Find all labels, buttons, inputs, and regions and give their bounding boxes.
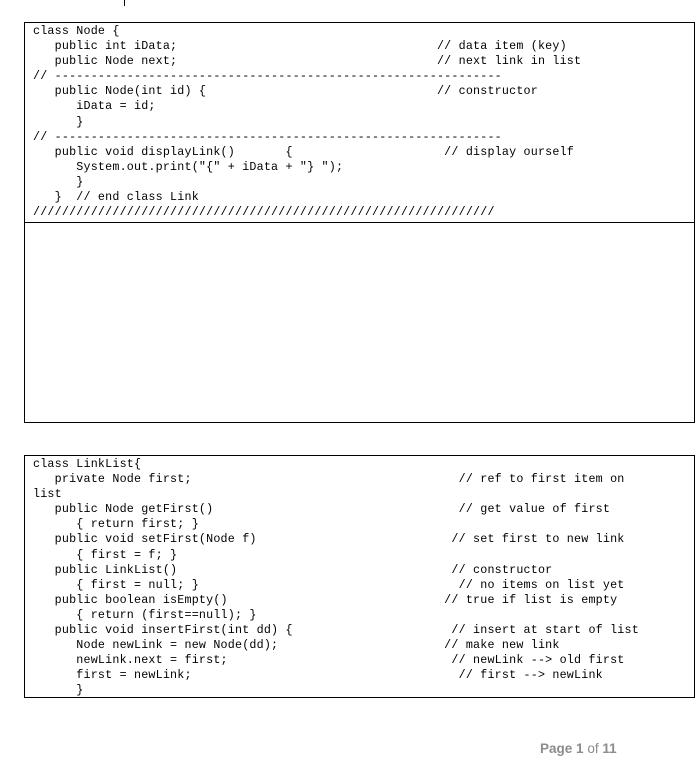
code-line: iData = id; [33,99,156,114]
code-line: public Node next; // next link in list [33,54,582,69]
code-line: { return (first==null); } [33,607,257,622]
code-line: list [33,487,62,502]
code-line: public boolean isEmpty() // true if list is empty [33,592,618,607]
code-line: //////////////////////////////////////////////////////////////// [33,205,495,220]
page-footer [540,741,617,756]
code-line: private Node first; // ref to first item on [33,472,625,487]
code-line: { return first; } [33,517,199,532]
code-line: class Node { [33,24,120,38]
code-line: public void setFirst(Node f) // set first to new link [33,532,625,547]
code-line: } [33,114,84,129]
code-line: public Node(int id) { // constructor [33,84,538,99]
footer-page-word: Page [540,741,573,756]
code-line: { first = f; } [33,547,178,562]
code-line: public LinkList() // constructor [33,562,553,577]
code-table-cell-linklist-class [24,455,695,698]
code-line: // -------------------------------------------------------------- [33,69,502,84]
empty-table-cell [24,222,695,423]
code-line: Node newLink = new Node(dd); // make new link [33,638,560,653]
code-line: class LinkList{ [33,457,142,471]
code-line: { first = null; } // no items on list yet [33,577,625,592]
page-margin-tick [124,0,125,6]
footer-page-number: 1 [576,741,584,756]
code-line: public void insertFirst(int dd) { // insert at start of list [33,623,639,638]
code-block-linklist-class [33,457,694,699]
code-line: newLink.next = first; // newLink --> old first [33,653,625,668]
footer-of-word: of [587,741,599,756]
code-line: System.out.print("{" + iData + "} "); [33,159,344,174]
footer-total-pages: 11 [602,741,617,756]
code-line: // -------------------------------------------------------------- [33,129,502,144]
code-line: first = newLink; // first --> newLink [33,668,603,683]
code-line: public int iData; // data item (key) [33,39,567,54]
code-line: public void displayLink() { // display ourself [33,144,575,159]
code-line: } [33,683,84,698]
code-block-node-class [33,24,694,220]
code-line: } // end class Link [33,190,199,205]
code-line: } [33,174,84,189]
code-table-cell-node-class [24,22,695,223]
code-line: public Node getFirst() // get value of first [33,502,611,517]
